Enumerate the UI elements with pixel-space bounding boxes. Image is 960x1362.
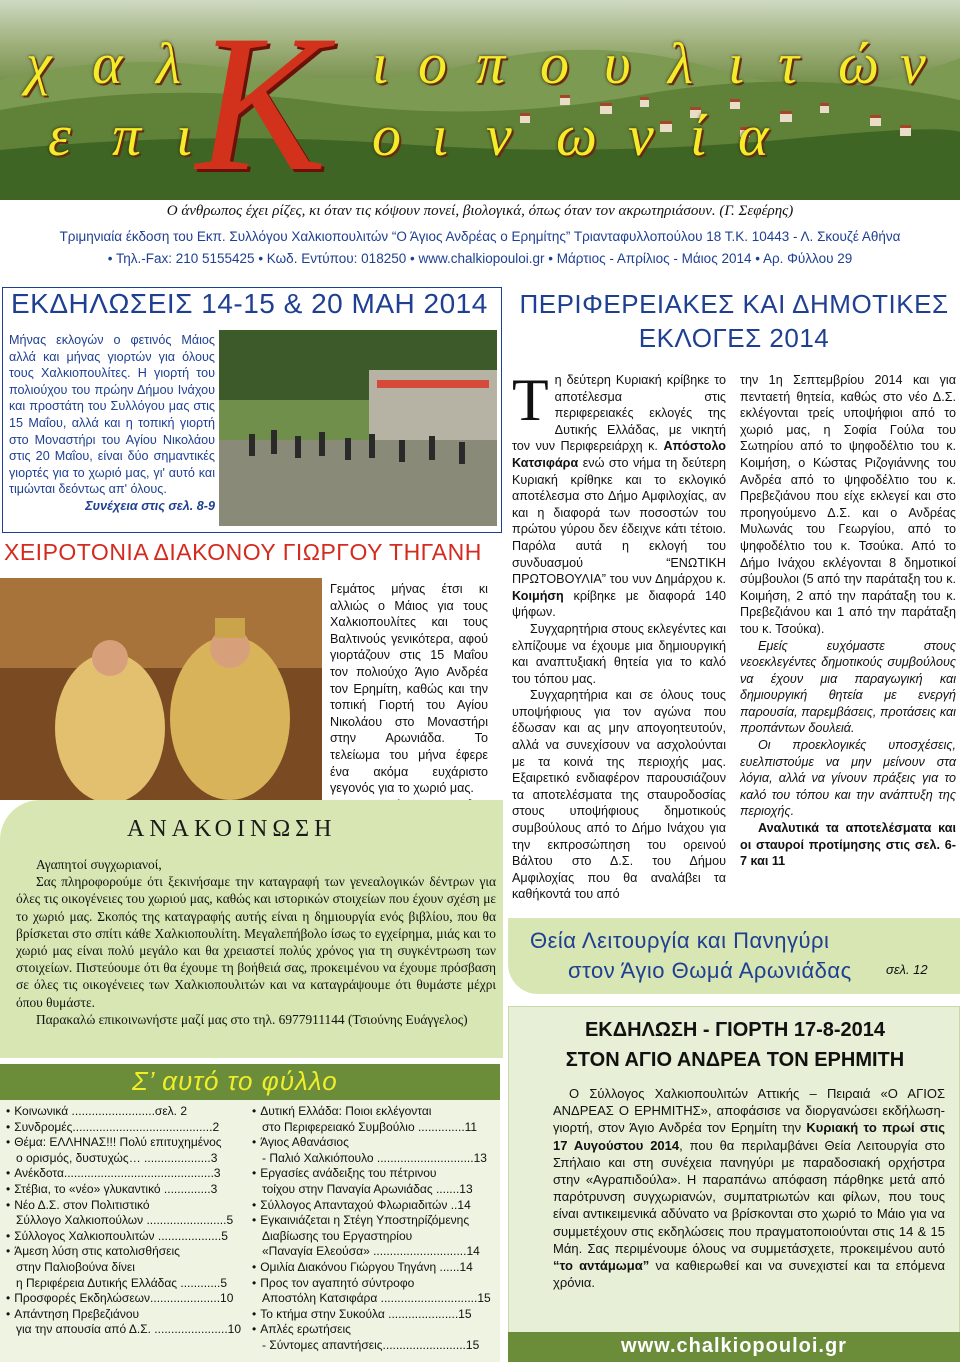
title-letter: π — [476, 31, 508, 96]
contents-item[interactable]: • Εργασίες ανάδειξης του πέτρινου τοίχου στην Παναγία Αρωνιάδας .......13 — [252, 1166, 496, 1197]
ordination-body — [330, 581, 488, 813]
august-event-headline-line1: ΕΚΔΗΛΩΣΗ - ΓΙΟΡΤΗ 17-8-2014 — [584, 1019, 886, 1041]
title-letter: ι — [372, 31, 391, 96]
contents-item[interactable]: • Εγκαινιάζεται η Στέγη Υποστηρίζόμενης Διαβίωσης του Εργαστηρίου «Παναγία Ελεούσα» ............................14 — [252, 1213, 496, 1260]
ordination-headline: ΧΕΙΡΟΤΟΝΙΑ ΔΙΑΚΟΝΟΥ ΓΙΩΡΓΟΥ ΤΗΓΑΝΗ — [4, 539, 482, 565]
contents-item[interactable]: • Απλές ερωτήσεις - Σύντομες απαντήσεις.........................15 — [252, 1322, 496, 1353]
title-letter: ι — [176, 103, 195, 168]
contents-item[interactable]: • Νέο Δ.Σ. στον Πολιτιστικό Σύλλογο Χαλκιοπούλων ........................5 — [6, 1198, 242, 1229]
title-letter: ν — [900, 31, 928, 96]
liturgy-page-ref[interactable]: σελ. 12 — [886, 962, 928, 977]
contents-title: Σ’ αυτό το φύλλο — [132, 1066, 338, 1096]
elections-paragraph: την 1η Σεπτεμβρίου 2014 και για πενταετή θητεία, καθώς στο νέο Δ.Σ. εκλέγονται τρείς υποψήφιοι από το χωριό μας, η Σοφία Γούλα του Σωτηρίου από το ψηφοδέλτιο του κ. Κοιμήση, ο Κώστας Ριζογιάννης του Ανδρέα από το ψηφοδέλτιο του κ. Πρεβεζιάνου που είχε εκλεγεί και στο προηγούμενο Δ.Σ. και ο Ανδρέας Μυλωνάς του Γεωργίου, από το ψηφοδέλτιο του κ. Τσούκα. Από το Δήμο Ινάχου εκλέγονται 8 δημοτικοί σύμβουλοι (5 από την παράταξη του κ. Κοιμήση, 2 από την παράταξη του κ. Πρεβεζιάνου και 1 από την παράταξη του κ. Τσούκα). — [740, 373, 956, 636]
title-letter: α — [738, 103, 771, 168]
august-event-body: Ο Σύλλογος Χαλκιοπουλιτών Αττικής – Πειραιά «Ο ΑΓΙΟΣ ΑΝΔΡΕΑΣ Ο ΕΡΗΜΙΤΗΣ», αποφάσισε να διοργανώσει εκδήλωση- γιορτή, στον Άγιο Ανδρέα τον Ερημίτη την Κυριακή το πρωί στις 17 Αυγούστου 2014, που θα περιλαμβάνει Θεία Λειτουργία στο Σπήλαιο και στη συνέχεια πανηγύρι με παραδοσιακή ορχήστρα στην «Αγραπιδούλα». Η παραπάνω απόφαση πάρθηκε μετά από παρότρυνση συγχωριανών, συμπατριωτών και φίλων, που τους είναι αντικειμενικά αδύνατο να βρίσκονται στο χωριό το Μάιο για να συμμετέχουν στις εκδηλώσεις που πραγματοποιούνται στις 14 & 15 Μάη. Σας περιμένουμε όλους να συμμετάσχετε, προκειμένου αυτό “το αντάμωμα” να καθιερωθεί και να συνεχιστεί και τα επόμενα χρόνια. — [553, 1086, 945, 1291]
elections-text: ενώ στο νήμα τη δεύτερη Κυριακή κρίθηκε και το εκλογικό αποτέλεσμα στο Δήμο Αμφιλοχίας, αν και η διαφορά των ποσοστών του πρώτου γύρου δεν έδειχνε κάτι τέτοιο. Παρόλα αυτά η εκλογή του συνδυασμού “ΕΝΩΤΙΚΗ ΠΡΩΤΟΒΟΥΛΙΑ” του νυν Δημάρχου κ. — [512, 455, 726, 587]
contents-header — [0, 1064, 500, 1100]
events-article — [2, 287, 502, 533]
title-letter: π — [112, 103, 144, 168]
events-body-text: Μήνας εκλογών ο φετινός Μάιος αλλά και μήνας γιορτών για όλους τους Χαλκιοπουλίτες. Η γιορτή του πολιούχου του πρώην Δήμου Ινάχου και προστάτη του Συλλόγου μας στις 15 Μαΐου, αλλά και η τοπική γιορτή στο Μοναστήρι του Αγίου Νικολάου στις 20 Μαΐου, είναι δύο σημαντικές γιορτές για το χωριό μας, γι' αυτό και τιμώνται δεόντως απ' όλους. — [9, 333, 215, 497]
elections-text: η δεύτερη Κυριακή κρίβηκε το αποτέλεσμα στις περιφερειακές εκλογές της Δυτικής Ελλάδας, με νικητή τον νυν Περιφερειάρχη κ. — [512, 373, 726, 454]
title-letter: ο — [540, 31, 571, 96]
announcement-title: ΑΝΑΚΟΙΝΩΣΗ — [127, 816, 337, 842]
title-letter: ώ — [838, 31, 881, 96]
publication-banner — [0, 226, 960, 272]
contents-item[interactable]: • Δυτική Ελλάδα: Ποιοι εκλέγονται στο Περιφερειακό Συμβούλιο ..............11 — [252, 1104, 496, 1135]
banner-line-address: Τριμηνιαία έκδοση του Εκπ. Συλλόγου Χαλκιοπουλιτών “Ο Άγιος Ανδρέας ο Ερημίτης” Τριανταφυλλοπούλου 18 Τ.Κ. 10443 - Λ. Σκουζέ Αθήνα — [59, 229, 901, 244]
contents-item[interactable]: • Σύλλογος Απανταχού Φλωριαδιτών ..14 — [252, 1198, 496, 1214]
masthead-big-letter: K — [196, 0, 327, 200]
elections-text: κρίβηκε με διαφορά 140 ψήφων. — [512, 588, 726, 620]
title-letter: α — [92, 31, 125, 96]
liturgy-panel — [508, 918, 960, 994]
announcement-text: Σας πληροφορούμε ότι ξεκινήσαμε την καταγραφή των γενεαλογικών δέντρων για όλες τις οικογένειες του χωριού μας, καθώς και ιστορικών στοιχείων που έχουν σχέση με το χωριό μας. Σκοπός της καταγραφής αυτής είναι η δημιουργία ενός βιβλίου, που θα βρίσκεται στο σπίτι κάθε Χαλκιοπουλίτη. Μεγαλεπήβολο ίσως το εγχείρημα, μιάς και το χωριό μας είναι πολύ μεγάλο και θα χρειαστεί πολύς χρόνος για τη συγκέντρωση των στοιχείων. Πιστεύουμε ότι θα έχουμε τη βοήθειά σας, προκειμένου να έχουμε πρόσβαση σε όλες τις οικογένειες των Χαλκιοπουλιτών και να καταγράψουμε ότι θυμάστε μέχρι όπου θυμάστε. — [16, 874, 496, 1010]
title-letter: ν — [486, 103, 514, 168]
title-letter: ν — [628, 103, 656, 168]
contents-item[interactable]: • Ομιλία Διακόνου Γιώργου Τηγάνη ......14 — [252, 1260, 496, 1276]
banner-line-contact: • Τηλ.-Fax: 210 5155425 • Κωδ. Εντύπου: 018250 • www.chalkiopouloi.gr • Μάρτιος - Απρίλιος - Μάιος 2014 • Αρ. Φύλλου 29 — [107, 251, 853, 266]
announcement-contact: Παρακαλώ επικοινωνήστε μαζί μας στο τηλ. 6977911144 (Τσιούνης Ευάγγελος) — [36, 1011, 468, 1027]
contents-item[interactable]: • Απάντηση Πρεβεζιάνου για την απουσία από Δ.Σ. ......................10 — [6, 1307, 242, 1338]
announcement-panel — [0, 800, 503, 1058]
ordination-photo — [0, 578, 322, 800]
elections-column-2 — [740, 372, 956, 870]
elections-paragraph: Εμείς ευχόμαστε στους νεοεκλεγέντες δημοτικούς συμβούλους να έχουν μια παραγωγική και δημιουργική θητεία με ενεργή παρουσία, παρεμβάσεις, προτάσεις και προπάντων δουλειά. — [740, 638, 956, 736]
title-letter: τ — [778, 31, 801, 96]
title-letter: χ — [26, 31, 54, 96]
elections-results-link[interactable]: Αναλυτικά τα αποτελέσματα και οι σταυροί προτίμησης στις σελ. 6-7 και 11 — [740, 821, 956, 869]
masthead-motto: Ο άνθρωπος έχει ρίζες, κι όταν τις κόψουν πονεί, βιολογικά, όπως όταν τον ακρωτηριάσουν. (Γ. Σεφέρης) — [166, 203, 794, 219]
website-link[interactable]: www.chalkiopouloi.gr — [621, 1335, 847, 1357]
elections-paragraph: Συγχαρητήρια και σε όλους τους υποψήφιους για τον αγώνα που έδωσαν και ας μην απογοητευτούν, αλλά να συνεχίσουν να ασχολούνται με τα κοινά της περιοχής μας. Εξαιρετικό ενδιαφέρον παρουσιάζουν τα αποτελέσματα της σταυροδοσίας στους υποψήφιους δημοτικούς συμβούλους από το Δήμο Ινάχου για την εκπροσώπηση του ορεινού Βάλτου στο Δ.Σ. του Δήμου Αμφιλοχίας που θα αναλάβει τα καθήκοντά του από — [512, 688, 726, 902]
contents-item[interactable]: • Στέβια, το «νέο» γλυκαντικό ..............3 — [6, 1182, 242, 1198]
elections-headline — [508, 287, 960, 355]
title-letter: ο — [418, 31, 449, 96]
title-letter: λ — [156, 31, 184, 96]
elections-column-1 — [512, 367, 726, 903]
title-letter: ί — [690, 103, 709, 168]
events-continued-link[interactable]: Συνέχεια στις σελ. 8-9 — [85, 498, 215, 513]
masthead — [0, 0, 960, 200]
announcement-greeting: Αγαπητοί συγχωριανοί, — [36, 857, 162, 872]
elections-paragraph: Οι προεκλογικές υποσχέσεις, ευελπιστούμε να μην μείνουν στα λόγια, αλλά να γίνουν πράξεις για το καλό του τόπου και την ανάπτυξη της περιοχής. — [740, 738, 956, 819]
announcement-body — [16, 856, 496, 1028]
august-event-panel — [508, 1006, 960, 1362]
title-letter: λ — [668, 31, 696, 96]
celebration-photo — [219, 330, 497, 526]
contents-item[interactable]: • Ανέκδοτα.............................................3 — [6, 1166, 242, 1182]
august-event-headline-line2: ΣΤΟΝ ΑΓΙΟ ΑΝΔΡΕΑ ΤΟΝ ΕΡΗΜΙΤΗ — [565, 1049, 905, 1071]
contents-item[interactable]: • Συνδρομές..........................................2 — [6, 1120, 242, 1136]
contents-list — [0, 1100, 500, 1362]
elections-name: Κοιμήση — [512, 588, 564, 603]
website-bar — [508, 1332, 960, 1362]
contents-item[interactable]: • Προς τον αγαπητό σύντροφο Αποστόλη Κατσιφάρα .............................15 — [252, 1276, 496, 1307]
contents-item[interactable]: • Θέμα: ΕΛΛΗΝΑΣ!!! Πολύ επιτυχημένος ο ορισμός, δυστυχώς… ....................3 — [6, 1135, 242, 1166]
liturgy-line1: Θεία Λειτουργία και Πανηγύρι — [530, 928, 830, 953]
contents-item[interactable]: • Κοινωνικά .........................σελ. 2 — [6, 1104, 242, 1120]
elections-name: Απόστολο Κατσιφάρα — [512, 439, 726, 470]
title-letter: ο — [372, 103, 403, 168]
contents-item[interactable]: • Προσφορές Εκδηλώσεων.....................10 — [6, 1291, 242, 1307]
title-letter: ε — [48, 103, 73, 168]
elections-headline-line1: ΠΕΡΙΦΕΡΕΙΑΚΕΣ ΚΑΙ ΔΗΜΟΤΙΚΕΣ — [519, 289, 949, 319]
elections-dropcap: Τ — [512, 367, 549, 433]
contents-item[interactable]: • Σύλλογος Χαλκιοπουλιτών ...................5 — [6, 1229, 242, 1245]
contents-item[interactable]: • Το κτήμα στην Συκούλα .....................15 — [252, 1307, 496, 1323]
contents-item[interactable]: • Άγιος Αθανάσιος - Παλιό Χαλκιόπουλο .............................13 — [252, 1135, 496, 1166]
title-letter: ι — [728, 31, 747, 96]
elections-paragraph: Συγχαρητήρια στους εκλεγέντες και ελπίζουμε να έχουμε μια δημιουργική και αναπτυξιακή θητεία για το καλό του τόπου μας. — [512, 621, 726, 686]
events-headline: ΕΚΔΗΛΩΣΕΙΣ 14-15 & 20 ΜΑΗ 2014 — [11, 288, 488, 319]
liturgy-line2: στον Άγιο Θωμά Αρωνιάδας — [568, 958, 852, 983]
contents-item[interactable]: • Άμεση λύση στις κατολισθήσεις στην Παλιοβούνα δίνει η Περιφέρεια Δυτικής Ελλάδας ............5 — [6, 1244, 242, 1291]
ordination-body-text: Γεμάτος μήνας έτσι κι αλλιώς ο Μάιος για τους Χαλκιοπουλίτες και τους Βαλτινούς γενικότερα, αφού γιορτάζουν στις 15 Μαΐου τον πολιούχο Άγιο Ανδρέα τον Ερημίτη, καθώς και την τοπική Γιορτή του Αγίου Νικολάου στο Μοναστήρι στην Αρωνιάδα. Το τελείωμα του μήνα έφερε ένα ακόμα ευχάριστο γεγονός για το χωριό μας. — [330, 582, 488, 796]
title-letter: ι — [432, 103, 451, 168]
title-letter: υ — [604, 31, 633, 96]
contents-column-1 — [6, 1104, 242, 1338]
elections-headline-line2: ΕΚΛΟΓΕΣ 2014 — [638, 323, 830, 353]
title-letter: ω — [556, 103, 599, 168]
events-body — [9, 332, 215, 515]
contents-column-2 — [252, 1104, 496, 1354]
